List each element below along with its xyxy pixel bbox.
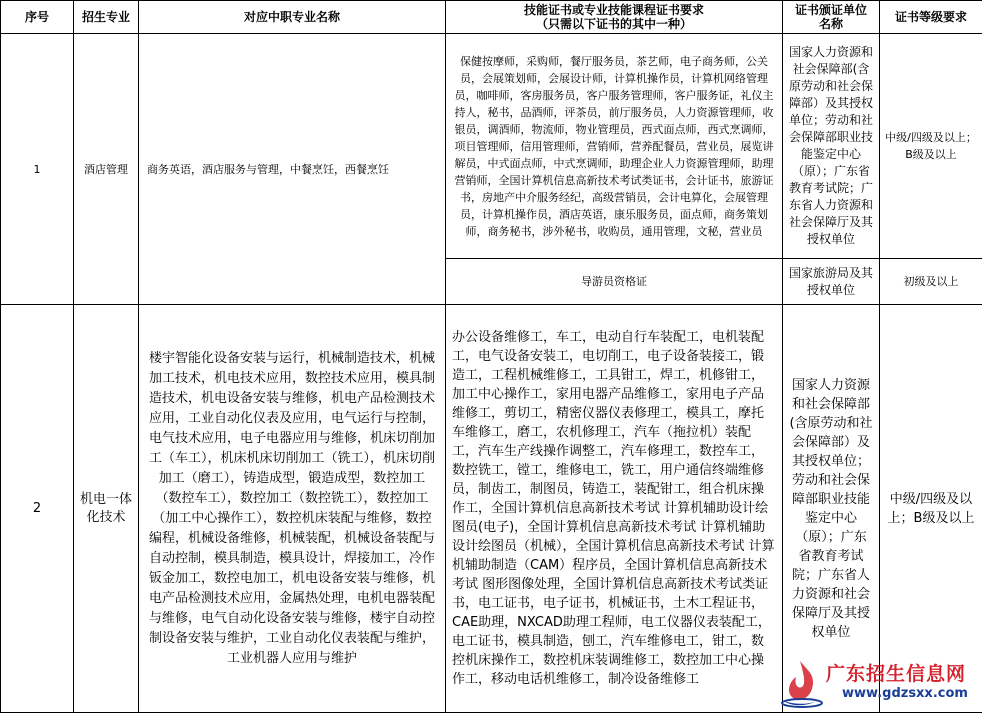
table-row xyxy=(1,305,982,713)
header-issuer-line1: 证书颁证单位 xyxy=(794,3,867,17)
header-row xyxy=(1,1,982,34)
row-skill-certificates: 保健按摩师，采购师，餐厅服务员，茶艺师，电子商务师，公关员，会展策划师，会展设计师，计算机操作员，计算机网络管理员，咖啡师，客房服务员，客户服务管理师，客户服务证，礼仪主持人，秘书，品酒师，评茶员，前厅服务员，人力资源管理师，收银员，调酒师，物流师，物业管理员，西式面点师，西式烹调师，项目管理师，信用管理师，营销师，营养配餐员，营业员，展览讲解员，中式面点师，中式烹调师，助理企业人力资源管理师，助理营销师，全国计算机信息高新技术考试类证书，会计证书，旅游证书，房地产中介服务经纪，高级营销员，会计电算化，会展管理员，计算机操作员，酒店英语，康乐服务员，面点师，商务策划师，商务秘书，涉外秘书，收购员，通用管理，文秘，营业员 xyxy=(446,34,783,259)
row-issuer: 国家人力资源和社会保障部(含原劳动和社会保障部）及其授权单位；劳动和社会保障部职业技能鉴定中心（原）；广东省教育考试院；广东省人力资源和社会保障厅及其授权单位 xyxy=(783,34,880,259)
header-issuer xyxy=(783,1,880,34)
header-cert-requirement xyxy=(446,1,783,34)
header-vocational: 对应中职专业名称 xyxy=(139,1,446,34)
row-skill-certificates: 办公设备维修工，车工，电动自行车装配工，电机装配工，电气设备安装工，电切削工，电子设备装接工，锻造工，工程机械维修工，工具钳工，焊工，机修钳工，加工中心操作工，家用电器产品维修工，家用电子产品维修工，剪切工，精密仪器仪表修理工，模具工，摩托车维修工，磨工，农机修理工，汽车（拖拉机）装配工，汽车生产线操作调整工，汽车修理工，数控车工，数控铣工，镗工，维修电工，铣工，用户通信终端维修员，制齿工，制图员，铸造工，装配钳工，组合机床操作工，全国计算机信息高新技术考试 计算机辅助设计绘图员(电子)，全国计算机信息高新技术考试 计算机辅助设计绘图员（机械），全国计算机信息高新技术考试 计算机辅助制造（CAM）程序员，全国计算机信息高新技术考试 图形图像处理，全国计算机信息高新技术考试类证书，电工证书，电子证书，机械证书，土木工程证书，CAE助理，NXCAD助理工程师，电工仪器仪表装配工，电工证书，模具制造，刨工，汽车维修电工，钳工，数控机床操作工，数控机床装调维修工，数控加工中心操作工，移动电话机维修工，制冷设备维修工 xyxy=(446,305,783,713)
row-level: 中级/四级及以上；B级及以上 xyxy=(880,34,982,259)
row-major: 酒店管理 xyxy=(74,34,139,305)
header-level: 证书等级要求 xyxy=(880,1,982,34)
header-issuer-line2: 名称 xyxy=(818,17,843,31)
watermark-url: www.gdzsxx.com xyxy=(842,686,968,701)
row-level: 初级及以上 xyxy=(880,259,982,305)
row-no: 2 xyxy=(1,305,74,713)
row-issuer: 国家旅游局及其授权单位 xyxy=(783,259,880,305)
header-cert-requirement-line2: （只需以下证书的其中一种） xyxy=(535,17,692,31)
row-skill-certificates: 导游员资格证 xyxy=(446,259,783,305)
row-vocational-majors: 商务英语，酒店服务与管理，中餐烹饪，西餐烹饪 xyxy=(139,34,446,305)
header-cert-requirement-line1: 技能证书或专业技能课程证书要求 xyxy=(523,3,704,17)
header-no: 序号 xyxy=(1,1,74,34)
row-major: 机电一体化技术 xyxy=(74,305,139,713)
row-vocational-majors: 楼宇智能化设备安装与运行，机械制造技术，机械加工技术，机电技术应用，数控技术应用，模具制造技术，机电设备安装与维修，机电产品检测技术应用，工业自动化仪表及应用，电气运行与控制，电气技术应用，电子电器应用与维修，机床切削加工（车工），机床机床切削加工（铣工），机床切削加工（磨工），铸造成型，锻造成型，数控加工（数控车工），数控加工（数控铣工），数控加工（加工中心操作工），数控机床装配与维修，数控编程，机械设备维修，机械装配，机械设备装配与自动控制，模具制造，模具设计，焊接加工，冷作钣金加工，数控电加工，机电设备安装与维修，机电产品检测技术应用，金属热处理，电机电器装配与维修，电气自动化设备安装与维修，楼宇自动控制设备安装与维护，工业自动化仪表装配与维护，工业机器人应用与维护 xyxy=(139,305,446,713)
row-issuer: 国家人力资源和社会保障部(含原劳动和社会保障部）及其授权单位；劳动和社会保障部职业技能鉴定中心（原）；广东省教育考试院；广东省人力资源和社会保障厅及其授权单位 xyxy=(783,305,880,713)
watermark-title: 广东招生信息网 xyxy=(826,663,967,685)
row-level: 中级/四级及以上；B级及以上 xyxy=(880,305,982,713)
row-no: 1 xyxy=(1,34,74,305)
header-major: 招生专业 xyxy=(74,1,139,34)
table-row xyxy=(1,34,982,259)
